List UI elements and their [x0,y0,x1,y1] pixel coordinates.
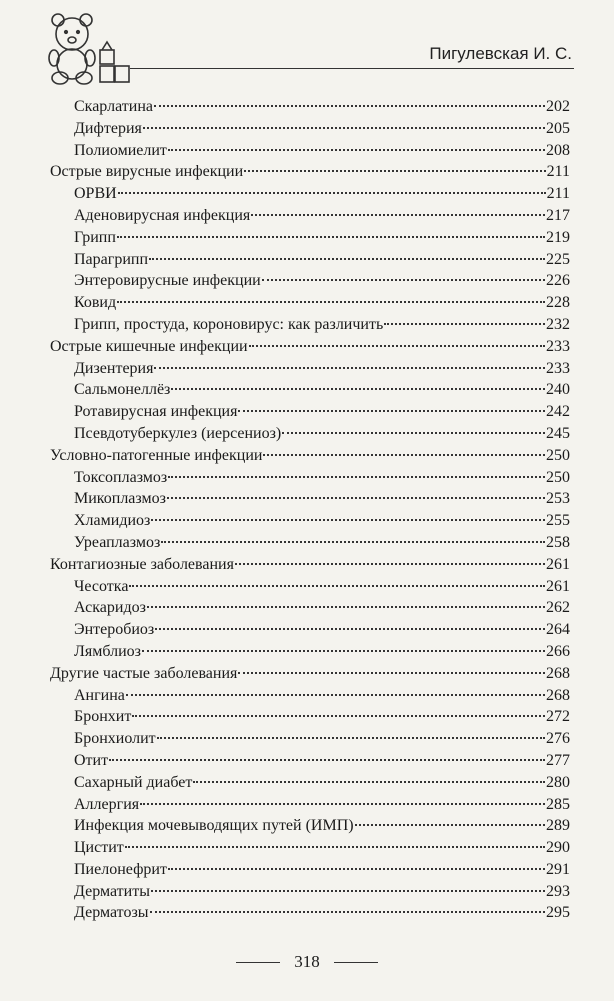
toc-entry-title: Условно-патогенные инфекции [50,446,263,464]
toc-entry-row [50,358,570,380]
dot-leader [249,345,545,347]
running-head-author: Пигулевская И. С. [429,44,572,63]
toc-entry-title: ОРВИ [74,185,117,203]
toc-entry-page: 268 [546,664,570,682]
toc-entry-page: 228 [546,294,570,312]
toc-entry-row [50,140,570,162]
dot-leader [154,367,545,369]
toc-entry-row [50,881,570,903]
toc-entry-row [50,510,570,532]
toc-entry-page: 240 [546,381,570,399]
toc-entry-page: 290 [546,839,570,857]
toc-entry-page: 295 [546,904,570,922]
toc-entry-page: 272 [546,708,570,726]
toc-entry-page: 261 [546,555,570,573]
toc-entry-title: Сальмонеллёз [74,381,171,399]
toc-entry-page: 276 [546,730,570,748]
toc-entry-row [50,772,570,794]
toc-entry-title: Инфекция мочевыводящих путей (ИМП) [74,817,354,835]
dot-leader [168,149,545,151]
toc-entry-title: Ковид [74,294,117,312]
dot-leader [142,650,545,652]
dot-leader [126,694,545,696]
toc-entry-title: Острые вирусные инфекции [50,163,244,181]
toc-entry-title: Другие частые заболевания [50,664,238,682]
toc-entry-title: Контагиозные заболевания [50,555,234,573]
page-number: 318 [294,952,320,971]
toc-entry-page: 242 [546,403,570,421]
toc-entry-title: Пиелонефрит [74,860,167,878]
toc-entry-page: 266 [546,642,570,660]
dot-leader [244,170,545,172]
toc-entry-page: 233 [546,337,570,355]
toc-entry-title: Цистит [74,839,124,857]
toc-entry-row [50,815,570,837]
dot-leader [263,454,545,456]
toc-entry-page: 232 [546,315,570,333]
dot-leader [282,432,545,434]
toc-entry-title: Уреаплазмоз [74,533,161,551]
toc-entry-page: 225 [546,250,570,268]
dot-leader [117,301,545,303]
toc-entry-row [50,619,570,641]
toc-entry-page: 208 [546,141,570,159]
toc-entry-title: Скарлатина [74,98,153,115]
toc-section-row [50,336,570,358]
toc-entry-page: 261 [546,577,570,595]
dot-leader [168,868,545,870]
toc-entry-page: 253 [546,490,570,508]
toc-entry-page: 262 [546,599,570,617]
toc-section-row [50,161,570,183]
toc-entry-row [50,488,570,510]
dot-leader [154,105,545,107]
toc-entry-title: Токсоплазмоз [74,468,168,486]
dot-leader [125,846,545,848]
dot-leader [143,127,545,129]
dot-leader [150,911,545,913]
toc-entry-row [50,859,570,881]
dot-leader [118,192,546,194]
dot-leader [193,781,545,783]
toc-entry-row [50,467,570,489]
dot-leader [129,585,545,587]
dot-leader [151,519,545,521]
toc-entry-title: Чесотка [74,577,129,595]
toc-section-row [50,663,570,685]
toc-entry-row [50,96,570,118]
table-of-contents [50,96,570,924]
toc-entry-page: 255 [546,512,570,530]
dot-leader [132,715,545,717]
toc-entry-row [50,837,570,859]
header-rule [130,68,574,69]
toc-entry-page: 250 [546,468,570,486]
toc-entry-title: Ротавирусная инфекция [74,403,238,421]
dot-leader [157,737,545,739]
toc-entry-title: Бронхиолит [74,730,156,748]
toc-entry-title: Дифтерия [74,119,142,137]
toc-entry-page: 219 [546,228,570,246]
toc-entry-row [50,750,570,772]
teddy-bear-blocks-icon [42,10,132,86]
toc-entry-row [50,292,570,314]
dot-leader [238,410,545,412]
toc-entry-row [50,902,570,924]
dot-leader [251,214,545,216]
toc-entry-page: 258 [546,533,570,551]
toc-entry-page: 217 [546,206,570,224]
toc-entry-row [50,706,570,728]
toc-section-row [50,445,570,467]
dot-leader [171,388,545,390]
toc-entry-title: Микоплазмоз [74,490,166,508]
toc-entry-title: Энтеробиоз [74,621,155,639]
toc-entry-row [50,794,570,816]
toc-entry-row [50,118,570,140]
dot-leader [151,890,545,892]
toc-entry-page: 289 [546,817,570,835]
dot-leader [238,672,545,674]
toc-entry-row [50,205,570,227]
footer-dash-right [334,962,378,963]
dot-leader [355,824,545,826]
toc-entry-row [50,641,570,663]
dot-leader [140,803,545,805]
toc-entry-title: Дерматозы [74,904,149,922]
toc-entry-title: Отит [74,751,109,769]
toc-entry-row [50,576,570,598]
toc-entry-page: 293 [546,882,570,900]
dot-leader [155,628,545,630]
toc-entry-page: 211 [546,163,570,181]
toc-entry-title: Аденовирусная инфекция [74,206,251,224]
toc-entry-title: Лямблиоз [74,642,141,660]
dot-leader [235,563,545,565]
toc-entry-title: Псевдотуберкулез (иерсениоз) [74,424,282,442]
dot-leader [167,497,545,499]
dot-leader [384,323,545,325]
toc-entry-title: Грипп, простуда, короновирус: как различить [74,315,384,333]
toc-entry-title: Острые кишечные инфекции [50,337,248,355]
toc-entry-page: 245 [546,424,570,442]
dot-leader [262,279,545,281]
toc-entry-page: 264 [546,621,570,639]
dot-leader [117,236,545,238]
dot-leader [109,759,545,761]
toc-entry-page: 277 [546,751,570,769]
toc-entry-title: Хламидиоз [74,512,151,530]
toc-entry-row [50,401,570,423]
toc-entry-page: 250 [546,446,570,464]
toc-entry-title: Парагрипп [74,250,149,268]
dot-leader [147,606,545,608]
toc-entry-title: Бронхит [74,708,132,726]
toc-entry-page: 280 [546,773,570,791]
toc-entry-title: Аскаридоз [74,599,146,617]
dot-leader [161,541,545,543]
toc-entry-page: 226 [546,272,570,290]
toc-entry-title: Аллергия [74,795,140,813]
toc-entry-row [50,685,570,707]
toc-entry-title: Дизентерия [74,359,154,377]
footer-dash-left [236,962,280,963]
toc-entry-row [50,728,570,750]
toc-entry-title: Ангина [74,686,125,704]
toc-entry-title: Сахарный диабет [74,773,193,791]
toc-entry-title: Грипп [74,228,116,246]
toc-entry-row [50,423,570,445]
toc-entry-title: Дерматиты [74,882,150,900]
toc-entry-row [50,314,570,336]
toc-entry-title: Энтеровирусные инфекции [74,272,261,290]
dot-leader [149,258,545,260]
toc-entry-page: 285 [546,795,570,813]
toc-entry-row [50,270,570,292]
toc-entry-page: 211 [546,185,570,203]
toc-entry-title: Полиомиелит [74,141,167,159]
toc-entry-page: 268 [546,686,570,704]
toc-entry-row [50,379,570,401]
dot-leader [168,476,545,478]
page-header [0,0,614,90]
toc-entry-page: 291 [546,860,570,878]
toc-entry-row [50,249,570,271]
page-footer [0,952,614,972]
toc-entry-row [50,227,570,249]
toc-entry-page: 205 [546,119,570,137]
toc-entry-row [50,532,570,554]
toc-entry-page: 202 [546,98,570,115]
toc-entry-page: 233 [546,359,570,377]
toc-section-row [50,554,570,576]
toc-entry-row [50,597,570,619]
toc-entry-row [50,183,570,205]
